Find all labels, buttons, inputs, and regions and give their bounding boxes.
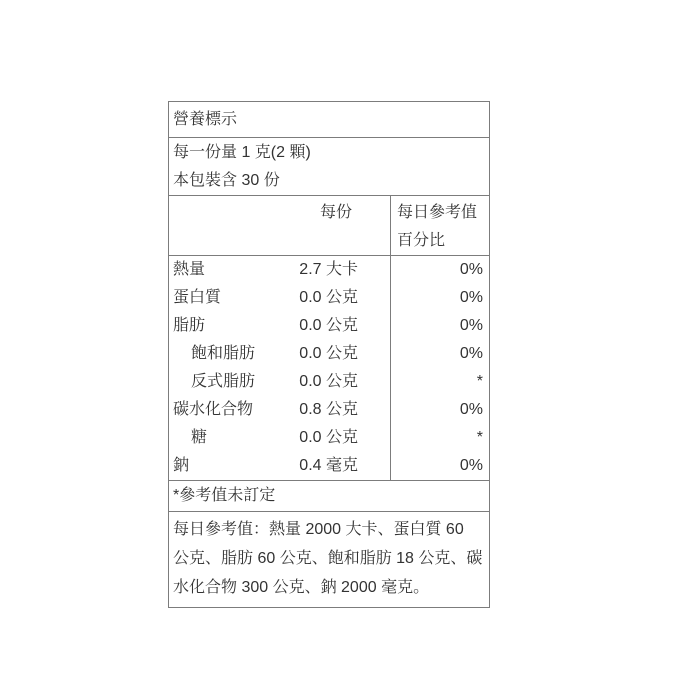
daily-reference-text: 每日參考值：熱量 2000 大卡、蛋白質 60 公克、脂肪 60 公克、飽和脂肪 18 公克、碳水化合物 300 公克、鈉 2000 毫克。 (173, 521, 483, 596)
nutrient-amount: 0.0 公克 (299, 289, 358, 306)
nutrient-percent: 0% (459, 401, 483, 418)
nutrient-percent: 0% (459, 317, 483, 334)
nutrient-name: 熱量 (173, 261, 206, 278)
nutrient-amount: 0.0 公克 (299, 345, 358, 362)
serving-info-block (169, 138, 489, 196)
nutrient-amount: 0.0 公克 (299, 317, 358, 334)
daily-value-header-line2: 百分比 (397, 232, 446, 249)
daily-value-header-line1: 每日參考值 (397, 204, 478, 221)
nutrient-percent: 0% (459, 457, 483, 474)
daily-value-header (390, 196, 489, 255)
nutrient-percent: 0% (459, 261, 483, 278)
nutrient-amount: 0.4 毫克 (299, 457, 358, 474)
nutrient-percent: * (476, 429, 483, 446)
nutrient-amount: 0.0 公克 (299, 429, 358, 446)
nutrient-percent: * (476, 373, 483, 390)
nutrient-row-saturated-fat (169, 340, 489, 368)
nutrient-amount: 2.7 大卡 (299, 261, 358, 278)
nutrient-rows (169, 256, 489, 481)
nutrient-row-carbohydrate (169, 396, 489, 424)
nutrient-name: 脂肪 (173, 317, 206, 334)
nutrient-name: 飽和脂肪 (191, 345, 256, 362)
table-title-row (169, 102, 489, 138)
per-serving-header: 每份 (319, 204, 352, 221)
nutrient-amount: 0.8 公克 (299, 401, 358, 418)
footnote-row (169, 481, 489, 512)
nutrient-row-fat (169, 312, 489, 340)
nutrition-table (168, 101, 490, 608)
nutrient-name: 反式脂肪 (191, 373, 256, 390)
nutrient-row-sugar (169, 424, 489, 452)
serving-size-line: 每一份量 1 克(2 顆) (173, 144, 311, 161)
nutrient-row-sodium (169, 452, 489, 480)
nutrient-name: 碳水化合物 (173, 401, 254, 418)
nutrient-row-calories (169, 256, 489, 284)
nutrient-name: 蛋白質 (173, 289, 222, 306)
servings-per-package-line: 本包裝含 30 份 (173, 172, 280, 189)
nutrient-row-protein (169, 284, 489, 312)
nutrient-row-trans-fat (169, 368, 489, 396)
footnote-text: *參考值未訂定 (173, 487, 276, 504)
nutrient-percent: 0% (459, 289, 483, 306)
column-header-row (169, 196, 489, 256)
nutrient-name: 糖 (191, 429, 208, 446)
nutrient-percent: 0% (459, 345, 483, 362)
table-title: 營養標示 (173, 110, 238, 128)
nutrient-amount: 0.0 公克 (299, 373, 358, 390)
daily-reference-note (169, 512, 489, 607)
nutrient-name: 鈉 (173, 457, 190, 474)
